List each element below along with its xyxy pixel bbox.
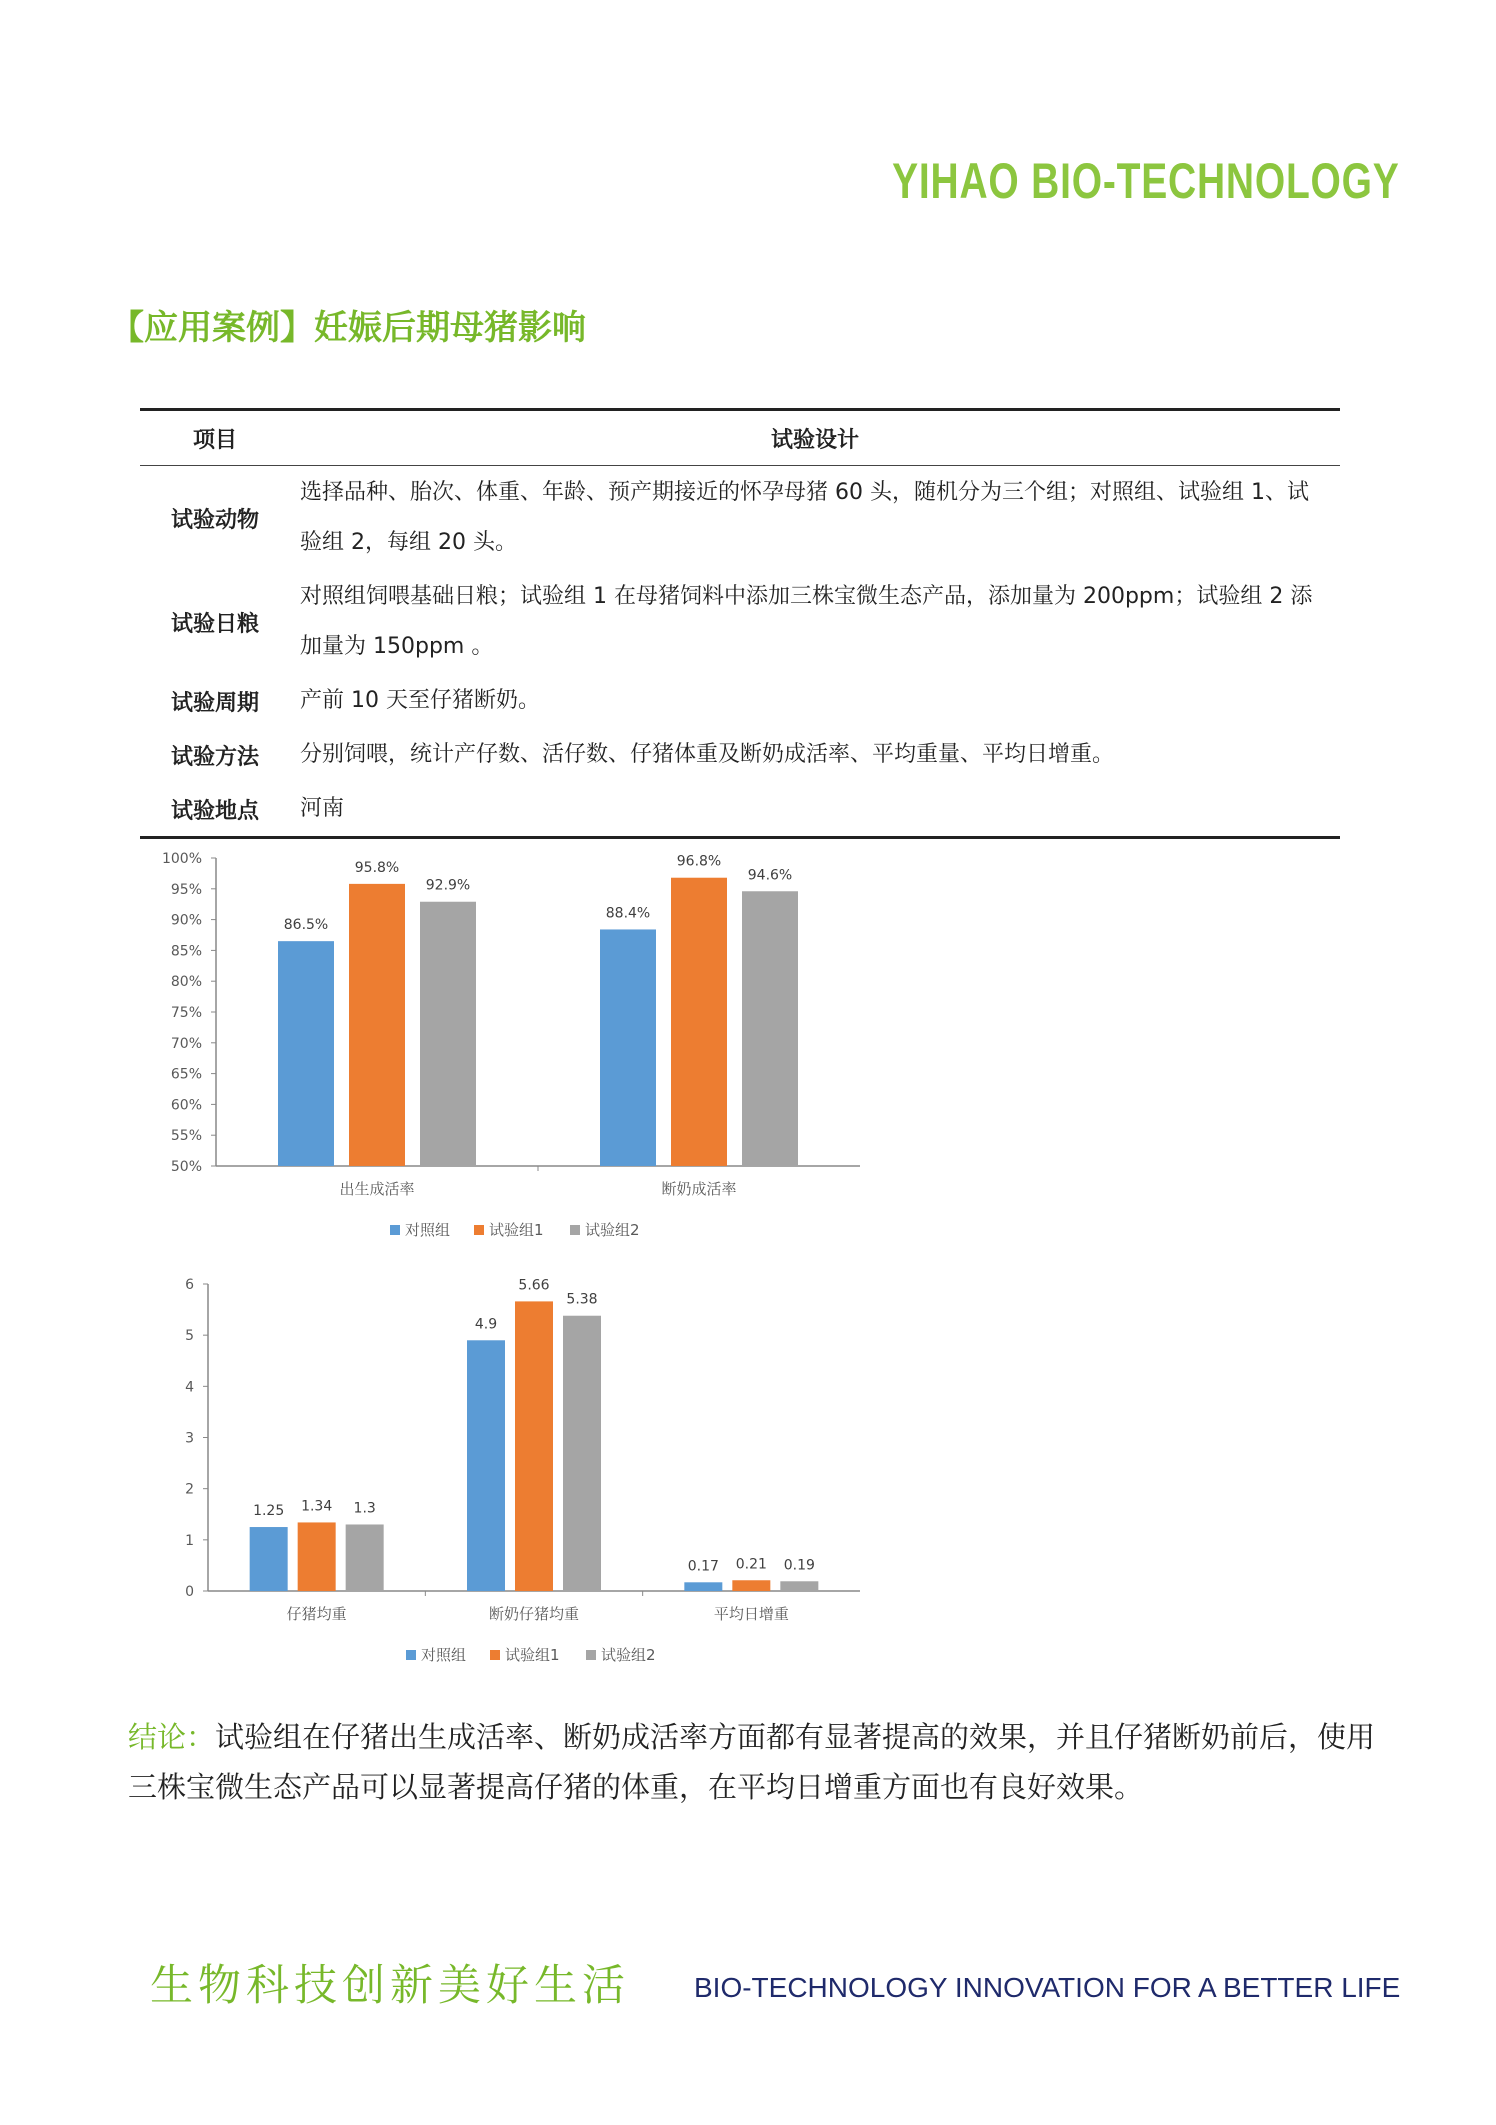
table-row xyxy=(140,782,1340,838)
slogan-english: BIO-TECHNOLOGY INNOVATION FOR A BETTER LIFE xyxy=(694,1972,1401,2003)
bar-trial1 xyxy=(732,1580,770,1591)
row-key: 试验日粮 xyxy=(170,611,259,637)
legend-swatch xyxy=(474,1225,484,1235)
bar-trial1 xyxy=(671,878,727,1166)
bar-value-label: 0.19 xyxy=(783,1557,815,1574)
bar-value-label: 1.25 xyxy=(253,1503,285,1520)
legend-swatch xyxy=(406,1650,416,1660)
bar-value-label: 5.38 xyxy=(566,1291,598,1308)
row-value: 对照组饲喂基础日粮；试验组 1 在母猪饲料中添加三株宝微生态产品，添加量为 200ppm；试验组 2 添加量为 150ppm 。 xyxy=(300,584,1313,659)
legend-swatch xyxy=(586,1650,596,1660)
bar-value-label: 0.21 xyxy=(735,1556,767,1573)
bar-value-label: 95.8% xyxy=(354,859,400,876)
legend-swatch xyxy=(570,1225,580,1235)
bar-value-label: 92.9% xyxy=(425,877,471,894)
y-tick-label: 50% xyxy=(170,1159,202,1175)
table-header-row xyxy=(140,410,1340,466)
row-key: 试验周期 xyxy=(170,690,259,716)
slogan-chinese: 生物科技创新美好生活 xyxy=(150,1961,630,2011)
bar-value-label: 1.34 xyxy=(301,1498,333,1515)
bar-trial1 xyxy=(515,1301,553,1591)
table-row xyxy=(140,728,1340,782)
row-value: 分别饲喂，统计产仔数、活仔数、仔猪体重及断奶成活率、平均重量、平均日增重。 xyxy=(300,742,1115,767)
bar-trial2 xyxy=(420,902,476,1166)
header-design: 试验设计 xyxy=(290,410,1340,466)
x-category-label: 断奶成活率 xyxy=(661,1180,737,1198)
bar-trial2 xyxy=(563,1316,601,1591)
conclusion-label: 结论： xyxy=(128,1720,216,1754)
conclusion xyxy=(128,1712,1378,1812)
y-tick-label: 65% xyxy=(170,1066,202,1083)
bar-value-label: 96.8% xyxy=(676,853,722,870)
x-category-label: 平均日增重 xyxy=(713,1605,789,1623)
table-row xyxy=(140,674,1340,728)
legend-label: 对照组 xyxy=(405,1221,451,1239)
y-tick-label: 85% xyxy=(170,943,202,960)
row-value: 河南 xyxy=(300,796,345,821)
y-tick-label: 3 xyxy=(185,1430,194,1447)
bar-control xyxy=(684,1582,722,1591)
y-tick-label: 55% xyxy=(170,1128,202,1145)
y-tick-label: 100% xyxy=(161,851,202,867)
bar-control xyxy=(467,1340,505,1591)
y-tick-label: 60% xyxy=(170,1097,202,1114)
legend-label: 试验组2 xyxy=(601,1646,656,1664)
legend-swatch xyxy=(390,1225,400,1235)
y-tick-label: 0 xyxy=(185,1584,194,1600)
y-tick-label: 4 xyxy=(185,1379,194,1396)
row-value: 产前 10 天至仔猪断奶。 xyxy=(300,688,540,713)
row-key: 试验地点 xyxy=(170,798,259,824)
bar-control xyxy=(600,929,656,1166)
legend-swatch xyxy=(490,1650,500,1660)
y-tick-label: 2 xyxy=(185,1481,194,1498)
conclusion-text: 试验组在仔猪出生成活率、断奶成活率方面都有显著提高的效果，并且仔猪断奶前后，使用三株宝微生态产品可以显著提高仔猪的体重，在平均日增重方面也有良好效果。 xyxy=(128,1720,1376,1804)
y-tick-label: 80% xyxy=(170,974,202,991)
x-category-label: 仔猪均重 xyxy=(286,1605,347,1623)
bar-value-label: 88.4% xyxy=(605,905,651,922)
legend-label: 试验组2 xyxy=(585,1221,640,1239)
legend-label: 试验组1 xyxy=(489,1221,544,1239)
section-title: 【应用案例】妊娠后期母猪影响 xyxy=(110,308,586,348)
x-category-label: 出生成活率 xyxy=(339,1180,415,1198)
bar-trial1 xyxy=(349,884,405,1166)
y-tick-label: 5 xyxy=(185,1328,194,1345)
table-row xyxy=(140,570,1340,674)
header-item: 项目 xyxy=(140,410,290,466)
y-tick-label: 1 xyxy=(185,1532,194,1549)
bar-value-label: 0.17 xyxy=(687,1558,719,1575)
row-key: 试验方法 xyxy=(170,744,259,770)
bar-trial1 xyxy=(298,1522,336,1591)
bar-value-label: 5.66 xyxy=(518,1277,550,1294)
survival-rate-chart xyxy=(140,836,880,1246)
bar-control xyxy=(250,1527,288,1591)
bar-value-label: 4.9 xyxy=(474,1316,498,1333)
bar-value-label: 86.5% xyxy=(283,917,329,934)
row-key: 试验动物 xyxy=(170,507,259,533)
trial-design-table xyxy=(140,408,1340,839)
brand-logo-text: YIHAO BIO-TECHNOLOGY xyxy=(892,153,1400,209)
bar-trial2 xyxy=(780,1581,818,1591)
bar-value-label: 94.6% xyxy=(747,867,793,884)
bar-trial2 xyxy=(346,1524,384,1591)
y-tick-label: 95% xyxy=(170,881,202,898)
y-tick-label: 75% xyxy=(170,1005,202,1021)
bar-control xyxy=(278,941,334,1166)
legend-label: 对照组 xyxy=(421,1646,467,1664)
y-tick-label: 90% xyxy=(170,912,202,929)
bar-value-label: 1.3 xyxy=(353,1500,376,1517)
y-tick-label: 70% xyxy=(170,1035,202,1052)
y-tick-label: 6 xyxy=(185,1277,194,1293)
piglet-weight-chart xyxy=(140,1266,880,1676)
bar-trial2 xyxy=(742,891,798,1166)
x-category-label: 断奶仔猪均重 xyxy=(488,1605,580,1623)
legend-label: 试验组1 xyxy=(505,1646,560,1664)
table-row xyxy=(140,466,1340,571)
row-value: 选择品种、胎次、体重、年龄、预产期接近的怀孕母猪 60 头，随机分为三个组；对照组、试验组 1、试验组 2，每组 20 头。 xyxy=(300,480,1309,555)
